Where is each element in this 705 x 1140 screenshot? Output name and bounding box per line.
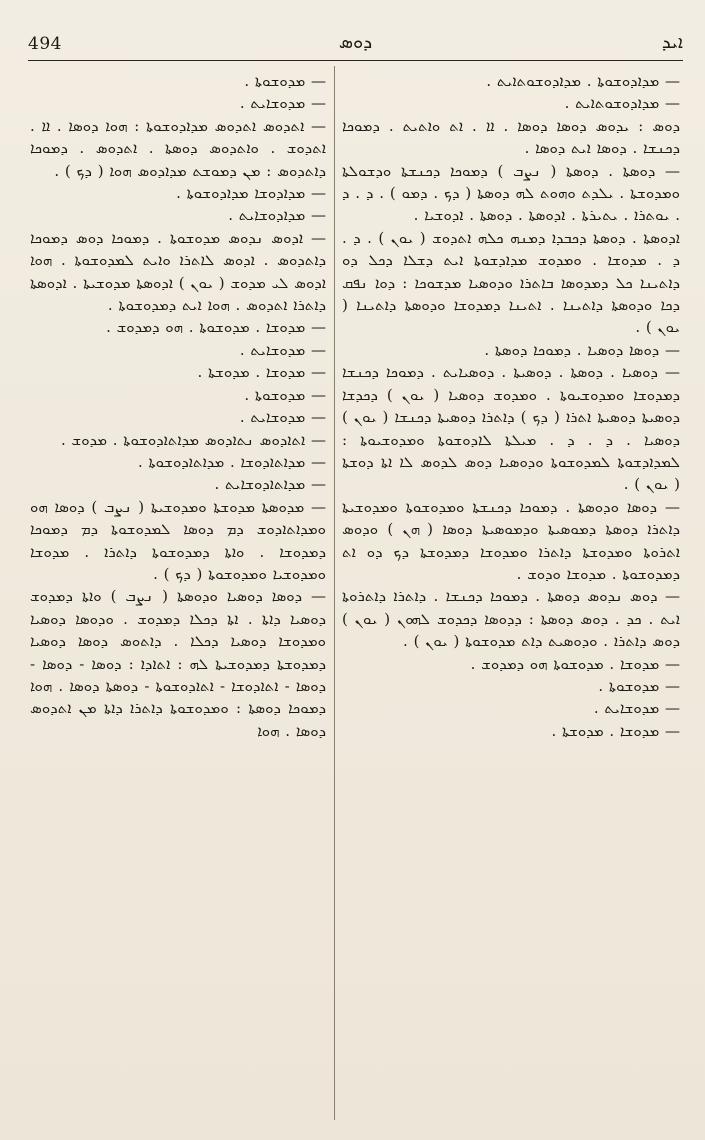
- running-head-text: ܕܘܣ: [338, 32, 373, 53]
- entry: — ܡܕܐܬܐܕܘܫܐ . ܡܕܐܬܐܕܘܫܘܬܐ .: [137, 452, 326, 471]
- running-head: [28, 32, 683, 53]
- entry: — ܡܕܐܕܘܫܘܬܐܝܬ .: [564, 94, 680, 113]
- entry: — ܕܘܣ ܢܕܘܣ ܕܘܣܬܐ . ܕܡܘܟܐ ܕܟܢܫܐ . ܕܐܬܪܐ ܕܐܬܪܘܬܐ ܐܝܬ . ܟܕ . ܕܘܣ ܕܘܣܬܐ : ܕܕܘܣܐ ܕܟܕܘܫ ܠܗܘܢ ( ܝܘܢ ) ܕܘܣ ܕܐܬܪܐ . ܘܕܘܣܝܬ ܕܐܬ ܡܕܘܫܘܬܐ ( ܝܘܢ ) .: [342, 587, 680, 651]
- entry: — ܡܕܐܕܘܫܘܬܐ . ܡܕܐܕܘܫܘܬܐܝܬ .: [486, 72, 680, 90]
- right-column: [342, 70, 680, 1120]
- entry: — ܡܕܘܫܐܝܬ .: [593, 699, 680, 718]
- entry: — ܕܘܣܐ ܕܘܣܝܐ ܘܕܘܣܬܐ ( ܢܨܒ ) ܘܐܬܐ ܕܡܕܘܫ ܕܘܣܝܐ ܕܐܬܐ . ܐܬܐ ܕܟܠܐ ܕܡܕܘܫ . ܘܕܘܣܐ ܕܘܣܝܐ ܘܡܕܘܫܐ ܕܘܣܝܐ ܕܟܠܐ . ܕܐܬܘܣ ܕܘܣܐ ܕܘܣܝܐ ܕܡܕܘܫܬܐ ܕܡܕܘܫܝܬܐ ܠܗ : ܐܬܐܕܐ : ܕܘܣܐ - ܕܘܣܐ - ܕܘܣܐ - ܐܬܐܕܘܫܐ - ܐܬܐܕܘܫܘܬܐ - ܕܘܣܬܐ ܕܘܣܐ . ܗܘܐ ܕܡܘܟܐ ܕܘܣܬܐ : ܘܡܕܘܫܘܬܐ ܕܐܬܪܐ ܕܐܬܐ ܡܢ ܐܬܕܘܣ ܕܘܣܐ . ܗܘܐ: [30, 587, 326, 740]
- entry: — ܡܕܐܬܐܕܘܫܐܝܬ .: [214, 475, 326, 494]
- entry: — ܡܕܘܫܐܝܬ .: [239, 340, 326, 359]
- entry: — ܐܬܕܘܣ ܐܬܕܘܣ ܡܕܐܕܘܫܘܬܐ : ܗܘܐ ܕܘܣܐ . ܐܐ . ܐܬܕܘܫ . ܘܐܬܕܘܣ ܕܘܣܬܐ . ܐܬܕܘܣ . ܕܡܘܟܐ ܕܐܬܕܘܣ : ܡܢ ܕܡܘܫܬ ܡܕܐܕܘܣ ܗܘܐ ( ܕܟ ) .: [30, 116, 326, 180]
- entry: — ܡܕܘܫܘܬܐ .: [244, 72, 326, 90]
- column-divider: [334, 66, 335, 1120]
- entry: — ܡܕܘܫܐ . ܡܕܘܫܬܐ .: [197, 363, 326, 382]
- left-column: [30, 70, 326, 1120]
- entry: — ܡܕܘܫܐ . ܡܕܘܫܬܐ .: [551, 721, 680, 740]
- entry: — ܡܕܘܫܘܬܐ .: [598, 676, 680, 695]
- entry: — ܡܕܘܣܬܐ ܡܕܘܫܬܐ ܘܡܕܘܫܝܬܐ ( ܢܨܒ ) ܕܘܣܐ ܗܘ ܘܡܕܐܬܐܕܘܫ ܕܡ ܕܘܣܐ ܠܡܕܘܫܘܬܐ ܕܡ ܕܡܘܟܐ ܕܡܕܘܫܐ . ܘܐܬܐ ܕܡܕܘܫܘܬܐ ܕܐܬܪܐ . ܡܕܘܫܐ ܘܡܕܘܫܝܐ ܘܡܕܘܫܘܬܐ ( ܕܟ ) .: [30, 497, 326, 583]
- entry: — ܡܕܐܕܘܫܐ ܡܕܐܕܘܫܘܬܐ .: [176, 184, 326, 203]
- corner-catchword-text: ܐܝܕ: [661, 32, 683, 53]
- entry: — ܕܘܣܝܐ . ܕܘܣܬܐ . ܕܘܣܝܬܐ . ܕܘܣܝܐܝܬ . ܕܡܘܟܐ ܕܟܢܫܐ ܕܡܕܘܫܐ ܘܡܕܘܫܝܘܬܐ . ܘܡܕܘܫ ܕܘܣܝܐ ( ܝܘܢ ) ܕܟܕܫܐ ܕܘܣܝܬܐ ܕܘܣܝܬܐ ܐܬܪܐ ( ܕܟ ) ܕܐܬܪܐ ܕܘܣܝܬܐ ܕܟܢܫܐ ( ܝܘܢ ) ܕܘܣܝܐ . ܕ . ܕ . ܡܝܠܬܐ ܠܐܕܘܫܘܬܐ ܘܡܕܘܫܝܘܬܐ : ܠܡܕܐܕܫܘܬܐ ܠܡܕܘܫܘܬܐ ܘܕܘܣܝܐ ܕܘܣ ܠܕܘܣ ܠܐ ܐܬܐ ܕܘܫܬܐ ( ܝܘܢ ) .: [342, 363, 680, 494]
- entry: ܕܘܣ : ܝܕܘܣ ܕܘܣܐ ܕܘܣܐ . ܐܐ . ܐܬ ܘܐܬܝܬ . ܕܡܘܟܐ ܕܟܢܫܐ . ܕܘܣܐ ܐܝܬ ܕܘܣܐ .: [342, 116, 680, 158]
- entry: — ܡܕܘܫܐ . ܡܕܘܫܘܬܐ ܗܘ ܕܡܕܘܫ .: [470, 654, 680, 673]
- corner-catchword: [662, 32, 683, 53]
- entry: — ܡܕܘܫܘܬܐ .: [244, 385, 326, 404]
- page-number: 494: [28, 34, 62, 54]
- entry: — ܕܘܣܬܐ . ܕܘܣܬܐ ( ܢܨܒ ) ܕܡܘܟܐ ܕܟܢܫܬܐ ܘܕܫܘܠܬܐ ܘܡܕܘܫܬܐ . ܝܠܕܬ ܘܗܘܬ ܠܗ ܕܘܣܬܐ ( ܕܟ . ܕܡܘ ) . ܕ . ܕ . ܝܘܬܪܐ . ܝܬܝܪܬܐ . ܐܕܘܣܬܐ . ܕܘܣܬܐ . ܐܕܘܫܝܐ .: [342, 161, 680, 225]
- entry: — ܐܕܘܣ ܢܕܘܣ ܡܕܘܫܘܬܐ . ܕܡܘܟܐ ܕܘܣ ܕܡܘܟܐ ܕܐܬܕܘܣ . ܐܕܘܣ ܠܐܬܪܐ ܘܐܝܬ ܠܡܕܘܫܘܬܐ . ܗܘܐ ܐܕܘܣ ܠܝ ܡܕܘܫ ( ܝܘܢ ) ܐܕܘܣܬܐ ܡܕܘܫܝܬܐ . ܐܕܘܣܬܐ ܕܐܬܪܐ ܐܬܕܘܣ . ܗܘܐ ܐܝܬ ܕܡܕܘܫܘܬܐ .: [30, 228, 326, 315]
- entry: — ܡܕܘܫܐܝܬ .: [239, 408, 326, 427]
- entry: — ܐܬܐܕܘܣ ܢܬܐܕܘܣ ܡܕܐܬܐܕܘܫܘܬܐ . ܡܕܘܫ .: [61, 430, 326, 449]
- entry: — ܕܘܣܐ ܘܕܘܣܬܐ . ܕܡܘܟܐ ܕܟܢܫܬܐ ܘܡܕܘܫܘܬܐ ܘܡܕܘܫܝܬܐ ܕܐܬܪܐ ܕܘܣܬܐ ܕܡܘܣܝܬܐ ܘܕܡܘܣܝܬܐ ܕܘܣܐ ( ܗܢ ) ܘܕܘܣ ܐܬܪܘܬܐ ܘܡܕܘܫܬܐ ܕܐܬܪܐ ܘܡܕܘܫܐ ܕܡܕܘܫܬܐ ܕܟ ܕܘ ܐܬ ܕܡܕܘܫܘܬܐ . ܡܕܘܫܐ ܘܕܘܫ .: [342, 497, 680, 583]
- entry: — ܡܕܘܫܐܝܬ .: [239, 94, 326, 113]
- entry: — ܡܕܐܕܘܫܐܝܬ .: [228, 206, 326, 225]
- entry: ܐܕܘܣܬܐ . ܕܘܣܬܐ ܕܟܒܕܐ ܕܡܢܗ ܟܠܗ ܐܬܕܘܫ ( ܝܘܢ ) . ܕ . ܕ . ܡܕܘܫܐ . ܘܡܕܘܫ ܡܕܐܕܫܘܬܐ ܐܝܬ ܕܫܠܐ ܕܟܠ ܕܘ ܕܐܬܝܢܐ ܟܠ ܕܡܕܘܣܐ ܒܐܬܪܐ ܘܕܘܣܝܐ ܡܕܫܘܟܐ : ܕܘܐ ܢܦܩ ܕܟܐ ܘܕܘܣܬܐ ܕܐܬܝܢܐ . ܐܬܝܢܐ ܕܡܕܘܫܐ ܘܕܘܣܬܐ ܕܐܬܝܢܐ ( ܝܘܢ ) .: [342, 228, 680, 337]
- header-rule: [28, 60, 683, 61]
- entry: — ܕܘܣܐ ܕܘܣܝܐ . ܕܡܘܟܐ ܕܘܣܬܐ .: [484, 340, 680, 359]
- entry: — ܡܕܘܫܐ . ܡܕܘܫܘܬܐ . ܗܘ ܕܡܕܘܫ .: [106, 318, 326, 337]
- page-header: [28, 30, 683, 56]
